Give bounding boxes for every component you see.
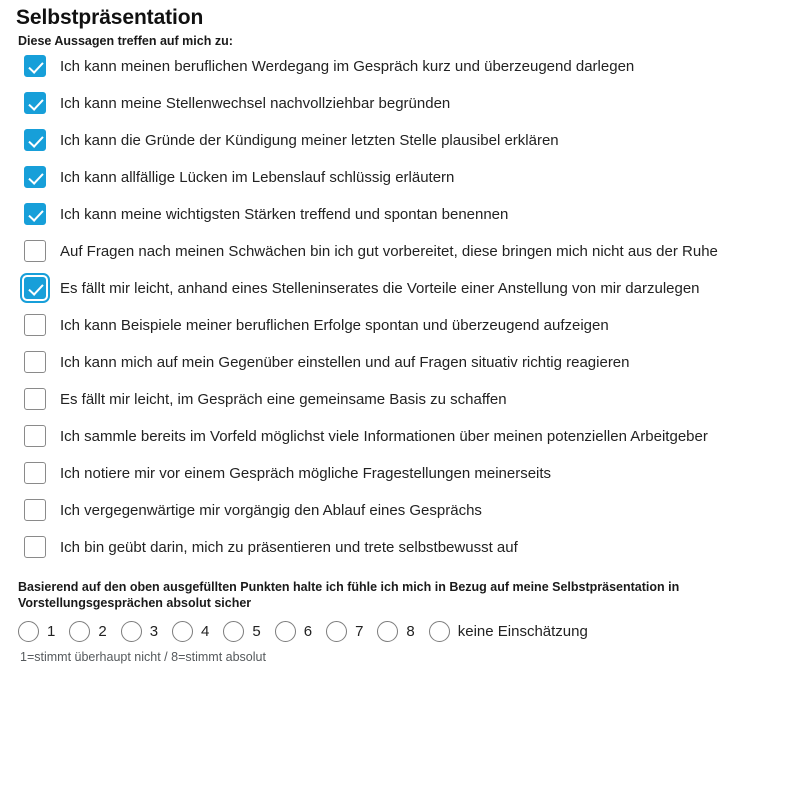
radio-option-label: keine Einschätzung [457, 623, 588, 640]
list-item[interactable] [16, 498, 773, 524]
checkbox-unchecked-icon[interactable] [24, 536, 46, 558]
rating-question: Basierend auf den oben ausgefüllten Punkten halte ich fühle ich mich in Bezug auf meine Selbstpräsentation in Vorstellungsgesprächen absolut sicher [18, 580, 680, 610]
statement-checklist [16, 54, 773, 561]
checkbox-label: Ich kann meinen beruflichen Werdegang im Gespräch kurz und überzeugend darlegen [60, 58, 635, 75]
radio-option[interactable] [326, 621, 363, 642]
radio-circle-icon[interactable] [69, 621, 90, 642]
radio-option[interactable] [275, 621, 312, 642]
radio-option[interactable] [69, 621, 106, 642]
radio-option[interactable] [223, 621, 260, 642]
checkbox-label: Ich kann die Gründe der Kündigung meiner letzten Stelle plausibel erklären [60, 132, 559, 149]
checkbox-label: Es fällt mir leicht, anhand eines Stelleninserates die Vorteile einer Anstellung von mir darzulegen [60, 280, 700, 297]
checkbox-label: Ich vergegenwärtige mir vorgängig den Ablauf eines Gesprächs [60, 502, 482, 519]
list-item[interactable] [16, 313, 773, 339]
checkbox-unchecked-icon[interactable] [24, 462, 46, 484]
checkbox-label: Ich notiere mir vor einem Gespräch mögliche Fragestellungen meinerseits [60, 465, 552, 482]
radio-circle-icon[interactable] [121, 621, 142, 642]
checkbox-label: Ich kann meine wichtigsten Stärken treffend und spontan benennen [60, 206, 509, 223]
radio-circle-icon[interactable] [223, 621, 244, 642]
checkbox-label: Ich bin geübt darin, mich zu präsentieren und trete selbstbewusst auf [60, 539, 518, 556]
radio-option-label: 7 [355, 623, 364, 640]
checkbox-checked-icon[interactable] [24, 277, 46, 299]
radio-circle-icon[interactable] [377, 621, 398, 642]
radio-option-label: 6 [303, 623, 313, 640]
checkbox-label: Ich kann allfällige Lücken im Lebenslauf schlüssig erläutern [60, 169, 455, 186]
radio-option-label: 4 [201, 623, 210, 640]
radio-circle-icon[interactable] [429, 621, 450, 642]
radio-option[interactable] [429, 621, 588, 642]
checkbox-unchecked-icon[interactable] [24, 240, 46, 262]
list-item[interactable] [16, 276, 773, 302]
checkbox-unchecked-icon[interactable] [24, 388, 46, 410]
radio-option-label: 1 [47, 623, 56, 640]
checkbox-label: Es fällt mir leicht, im Gespräch eine gemeinsame Basis zu schaffen [60, 391, 507, 408]
checkbox-checked-icon[interactable] [24, 129, 46, 151]
list-item[interactable] [16, 461, 773, 487]
radio-option[interactable] [377, 621, 414, 642]
list-item[interactable] [16, 424, 773, 450]
list-item[interactable] [16, 535, 773, 561]
checkbox-label: Ich kann Beispiele meiner beruflichen Erfolge spontan und überzeugend aufzeigen [60, 317, 609, 334]
radio-circle-icon[interactable] [326, 621, 347, 642]
scale-legend: 1=stimmt überhaupt nicht / 8=stimmt absolut [20, 650, 266, 664]
radio-circle-icon[interactable] [172, 621, 193, 642]
list-item[interactable] [16, 91, 773, 117]
radio-option-label: 8 [406, 623, 415, 640]
radio-option-label: 2 [98, 623, 107, 640]
checkbox-checked-icon[interactable] [24, 92, 46, 114]
radio-option-label: 3 [149, 623, 159, 640]
checkbox-unchecked-icon[interactable] [24, 314, 46, 336]
checkbox-unchecked-icon[interactable] [24, 425, 46, 447]
radio-circle-icon[interactable] [275, 621, 296, 642]
radio-option[interactable] [18, 621, 55, 642]
checkbox-unchecked-icon[interactable] [24, 499, 46, 521]
checkbox-checked-icon[interactable] [24, 203, 46, 225]
radio-option-label: 5 [252, 623, 261, 640]
rating-radio-group[interactable] [18, 621, 773, 642]
checkbox-label: Ich sammle bereits im Vorfeld möglichst viele Informationen über meinen potenziellen Arbeitgeber [60, 428, 708, 445]
list-item[interactable] [16, 239, 773, 265]
radio-option[interactable] [121, 621, 158, 642]
list-item[interactable] [16, 387, 773, 413]
radio-option[interactable] [172, 621, 209, 642]
checkbox-label: Auf Fragen nach meinen Schwächen bin ich gut vorbereitet, diese bringen mich nicht aus der Ruhe [60, 243, 718, 260]
checkbox-checked-icon[interactable] [24, 166, 46, 188]
list-item[interactable] [16, 54, 773, 80]
list-item[interactable] [16, 350, 773, 376]
list-item[interactable] [16, 165, 773, 191]
checkbox-unchecked-icon[interactable] [24, 351, 46, 373]
page-title: Selbstpräsentation [16, 6, 204, 29]
list-item[interactable] [16, 202, 773, 228]
checkbox-checked-icon[interactable] [24, 55, 46, 77]
radio-circle-icon[interactable] [18, 621, 39, 642]
checkbox-label: Ich kann mich auf mein Gegenüber einstellen und auf Fragen situativ richtig reagieren [60, 354, 630, 371]
list-item[interactable] [16, 128, 773, 154]
checkbox-label: Ich kann meine Stellenwechsel nachvollziehbar begründen [60, 95, 451, 112]
form-subtitle: Diese Aussagen treffen auf mich zu: [18, 34, 233, 48]
